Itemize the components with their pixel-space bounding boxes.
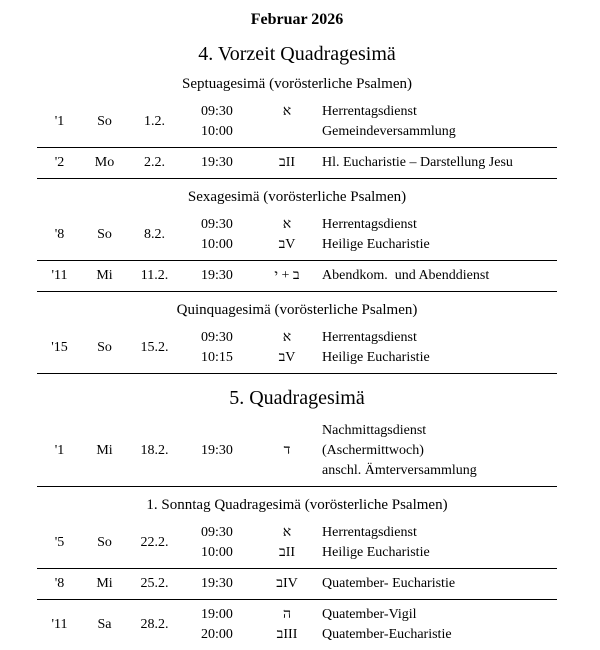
event-description: (Aschermittwoch) [322, 443, 424, 458]
psalm-symbol: בIII [276, 627, 298, 642]
season-heading: 4. Vorzeit Quadragesimä [198, 43, 396, 65]
event-description: Quatember- Eucharistie [322, 576, 456, 591]
time: 09:30 [201, 104, 233, 119]
date: 25.2. [140, 576, 169, 591]
event-lines [182, 574, 557, 594]
time: 09:30 [201, 330, 233, 345]
event-row [37, 600, 557, 650]
time: 09:30 [201, 525, 233, 540]
event-description: Heilige Eucharistie [322, 350, 430, 365]
date: 22.2. [140, 535, 169, 550]
leader-number: '1 [54, 443, 65, 458]
event-description: Herrentagsdienst [322, 330, 417, 345]
event-line [182, 215, 557, 235]
event-row [37, 261, 557, 292]
psalm-symbol: בIV [276, 576, 298, 591]
event-line [182, 102, 557, 122]
event-line [182, 574, 557, 594]
event-line [182, 348, 557, 368]
psalm-symbol: א [282, 104, 292, 119]
event-lines [182, 421, 557, 481]
leader-number: '11 [51, 268, 68, 283]
event-row [37, 97, 557, 148]
month-title: Februar 2026 [250, 11, 344, 28]
leader-number: '11 [51, 617, 68, 632]
weekday: Mo [94, 155, 115, 170]
psalm-symbol: י + ב [274, 268, 300, 283]
weekday: Mi [96, 576, 113, 591]
date: 28.2. [140, 617, 169, 632]
weekday: So [97, 535, 112, 550]
time: 19:30 [201, 576, 233, 591]
weekday: So [97, 227, 112, 242]
leader-number: '8 [54, 227, 65, 242]
weekday: Mi [96, 443, 113, 458]
event-lines [182, 523, 557, 563]
event-line [182, 625, 557, 645]
time: 10:00 [201, 237, 233, 252]
time: 10:00 [201, 545, 233, 560]
event-lines [182, 266, 557, 286]
event-line [182, 421, 557, 441]
psalm-symbol: ה [282, 607, 292, 622]
event-description: Heilige Eucharistie [322, 545, 430, 560]
event-lines [182, 328, 557, 368]
time: 19:30 [201, 155, 233, 170]
psalm-symbol: א [282, 217, 292, 232]
season-heading: 5. Quadragesimä [229, 387, 365, 409]
event-row [37, 323, 557, 374]
event-description: Hl. Eucharistie – Darstellung Jesu [322, 155, 513, 170]
event-description: Quatember-Vigil [322, 607, 417, 622]
event-row [37, 416, 557, 487]
event-line [182, 122, 557, 142]
time: 19:30 [201, 443, 233, 458]
psalm-symbol: ד [283, 443, 291, 458]
weekday: Mi [96, 268, 113, 283]
event-line [182, 153, 557, 173]
event-row [37, 569, 557, 600]
time: 10:00 [201, 124, 233, 139]
leader-number: '5 [54, 535, 65, 550]
event-description: Abendkom. und Abenddienst [322, 268, 490, 283]
date: 18.2. [140, 443, 169, 458]
date: 2.2. [144, 155, 165, 170]
event-description: Gemeindeversammlung [322, 124, 456, 139]
time: 19:00 [201, 607, 233, 622]
time: 19:30 [201, 268, 233, 283]
psalm-symbol: א [282, 525, 292, 540]
event-description: Nachmittagsdienst [322, 423, 427, 438]
leader-number: '8 [54, 576, 65, 591]
event-line [182, 266, 557, 286]
psalm-symbol: בV [278, 350, 296, 365]
weekday: So [97, 340, 112, 355]
event-row [37, 518, 557, 569]
psalm-symbol: בII [278, 155, 296, 170]
event-line [182, 543, 557, 563]
calendar-document [37, 0, 557, 650]
event-description: Heilige Eucharistie [322, 237, 430, 252]
date: 15.2. [140, 340, 169, 355]
time: 20:00 [201, 627, 233, 642]
time: 10:15 [201, 350, 233, 365]
event-description: anschl. Ämterversammlung [322, 463, 477, 478]
event-description: Herrentagsdienst [322, 104, 417, 119]
event-lines [182, 215, 557, 255]
event-lines [182, 605, 557, 645]
event-line [182, 461, 557, 481]
event-lines [182, 153, 557, 173]
date: 1.2. [144, 114, 165, 129]
event-line [182, 605, 557, 625]
leader-number: '1 [54, 114, 65, 129]
event-description: Quatember-Eucharistie [322, 627, 452, 642]
event-row [37, 210, 557, 261]
calendar-body [37, 42, 557, 650]
subsection-heading: Quinquagesimä (vorösterliche Psalmen) [176, 302, 418, 318]
event-lines [182, 102, 557, 142]
event-description: Herrentagsdienst [322, 217, 417, 232]
psalm-symbol: בV [278, 237, 296, 252]
event-row [37, 148, 557, 179]
event-line [182, 523, 557, 543]
subsection-heading: Septuagesimä (vorösterliche Psalmen) [182, 76, 412, 92]
psalm-symbol: בII [278, 545, 296, 560]
date: 11.2. [140, 268, 169, 283]
event-description: Herrentagsdienst [322, 525, 417, 540]
weekday: So [97, 114, 112, 129]
time: 09:30 [201, 217, 233, 232]
subsection-heading: 1. Sonntag Quadragesimä (vorösterliche Psalmen) [146, 497, 448, 513]
leader-number: '2 [54, 155, 65, 170]
event-line [182, 235, 557, 255]
event-line [182, 441, 557, 461]
event-line [182, 328, 557, 348]
subsection-heading: Sexagesimä (vorösterliche Psalmen) [187, 189, 407, 205]
leader-number: '15 [51, 340, 68, 355]
psalm-symbol: א [282, 330, 292, 345]
weekday: Sa [97, 617, 112, 632]
date: 8.2. [144, 227, 165, 242]
